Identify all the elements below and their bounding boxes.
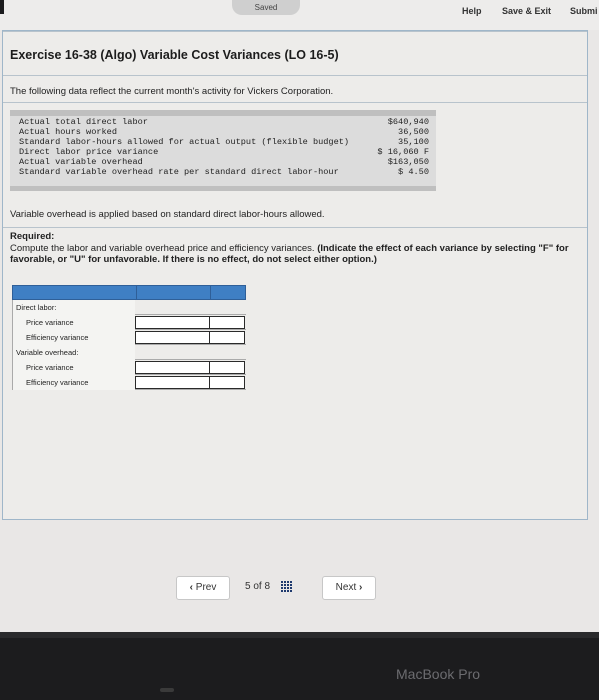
answer-row-label: Variable overhead: <box>12 345 135 360</box>
answer-row-label: Price variance <box>12 315 135 330</box>
data-row-label: Standard labor-hours allowed for actual output (flexible budget) <box>19 137 350 147</box>
amount-column-header <box>136 286 211 299</box>
intro-divider <box>3 102 587 103</box>
answer-row <box>12 345 246 360</box>
data-row <box>19 167 429 177</box>
data-row-label: Actual variable overhead <box>19 157 143 167</box>
answer-row <box>12 360 246 375</box>
page-of: of <box>253 581 262 592</box>
labor-efficiency-variance-effect-select[interactable] <box>209 331 245 344</box>
data-row <box>19 147 429 157</box>
exercise-title: Exercise 16-38 (Algo) Variable Cost Variances (LO 16-5) <box>10 48 339 62</box>
answer-row <box>12 375 246 390</box>
data-row <box>19 137 429 147</box>
help-link[interactable]: Help <box>462 6 482 16</box>
answer-row-label: Price variance <box>12 360 135 375</box>
data-row-label: Standard variable overhead rate per standard direct labor-hour <box>19 167 339 177</box>
labor-price-variance-effect-select[interactable] <box>209 316 245 329</box>
next-label: Next <box>335 582 357 593</box>
data-row-label: Actual hours worked <box>19 127 117 137</box>
chevron-left-icon: ‹ <box>189 582 193 593</box>
data-row-value: $ 4.50 <box>398 167 429 177</box>
bezel-reflection <box>160 688 174 692</box>
question-grid-icon[interactable] <box>281 581 293 592</box>
question-panel <box>2 30 588 520</box>
effect-column-header <box>210 286 247 299</box>
answer-row-label: Direct labor: <box>12 300 135 315</box>
prev-label: Prev <box>195 582 217 593</box>
top-bar <box>0 0 599 30</box>
answer-row-label: Efficiency variance <box>12 375 135 390</box>
next-button[interactable] <box>322 576 376 600</box>
required-instructions <box>10 243 590 265</box>
overhead-price-variance-input[interactable] <box>135 361 210 374</box>
overhead-efficiency-variance-effect-select[interactable] <box>209 376 245 389</box>
data-row-value: $ 16,060 F <box>377 147 429 157</box>
answer-grid <box>12 285 246 391</box>
answer-row <box>12 330 246 345</box>
saved-indicator: Saved <box>232 0 300 15</box>
prev-button[interactable] <box>176 576 230 600</box>
laptop-hinge <box>0 632 599 638</box>
data-row-value: 35,100 <box>398 137 429 147</box>
answer-row <box>12 315 246 330</box>
page-current: 5 <box>245 581 251 592</box>
given-data-table <box>10 110 436 191</box>
data-row-label: Actual total direct labor <box>19 117 148 127</box>
data-row <box>19 117 429 127</box>
exercise-intro: The following data reflect the current month's activity for Vickers Corporation. <box>10 86 334 97</box>
data-row-label: Direct labor price variance <box>19 147 159 157</box>
page-total: 8 <box>264 581 271 592</box>
applied-note: Variable overhead is applied based on standard direct labor-hours allowed. <box>10 209 325 220</box>
save-exit-link[interactable]: Save & Exit <box>502 6 552 16</box>
window-corner <box>0 0 4 14</box>
answer-row-label: Efficiency variance <box>12 330 135 345</box>
answer-grid-header <box>12 285 246 300</box>
title-divider <box>3 75 587 76</box>
data-row-value: $640,940 <box>387 117 429 127</box>
answer-row <box>12 300 246 315</box>
page-indicator <box>245 576 305 598</box>
panel-divider-top <box>3 31 587 32</box>
data-row-value: $163,050 <box>387 157 429 167</box>
submit-link[interactable]: Submi <box>570 6 598 16</box>
labor-price-variance-input[interactable] <box>135 316 210 329</box>
required-emphasis: (Indicate the effect of each variance by selecting "F" for favorable, or "U" for unfavorable. If there is no effect, do not select either option.) <box>10 243 569 265</box>
data-row <box>19 127 429 137</box>
overhead-efficiency-variance-input[interactable] <box>135 376 210 389</box>
overhead-price-variance-effect-select[interactable] <box>209 361 245 374</box>
required-heading: Required: <box>10 231 55 242</box>
laptop-bezel <box>0 632 599 700</box>
labor-efficiency-variance-input[interactable] <box>135 331 210 344</box>
data-row-value: 36,500 <box>398 127 429 137</box>
chevron-right-icon: › <box>359 582 363 593</box>
required-text: Compute the labor and variable overhead price and efficiency variances. <box>10 243 318 254</box>
device-brand-label: MacBook Pro <box>396 666 481 682</box>
data-row <box>19 157 429 167</box>
required-divider <box>3 227 587 228</box>
